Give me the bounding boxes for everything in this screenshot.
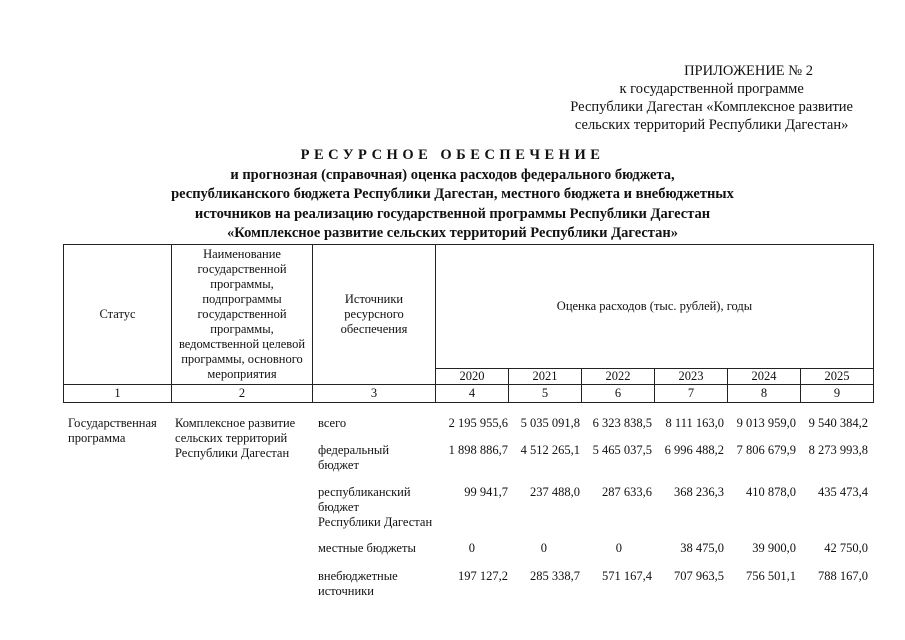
header-name-line: Наименование <box>203 247 281 261</box>
column-number: 3 <box>313 385 436 403</box>
source-line: бюджет <box>318 458 359 472</box>
value-cell: 9 540 384,2 <box>808 416 868 430</box>
value-cell: 9 013 959,0 <box>736 416 796 430</box>
value-cell: 788 167,0 <box>818 569 868 583</box>
column-number: 1 <box>64 385 172 403</box>
column-number: 6 <box>582 385 655 403</box>
source-line: местные бюджеты <box>318 541 416 555</box>
header-name-line: мероприятия <box>207 367 277 381</box>
program-line: Республики Дагестан <box>175 446 290 460</box>
source-line: всего <box>318 416 347 430</box>
source-line: республиканский <box>318 485 411 499</box>
appendix-line: сельских территорий Республики Дагестан» <box>574 117 849 133</box>
value-cell: 7 806 679,9 <box>736 443 796 457</box>
header-year: 2025 <box>801 369 874 385</box>
program-line: сельских территорий <box>175 431 288 445</box>
source-cell <box>318 443 389 473</box>
status-line: Государственная <box>68 416 157 430</box>
value-cell: 368 236,3 <box>674 485 724 499</box>
title-line: «Комплексное развитие сельских территорий Республики Дагестан» <box>227 225 678 241</box>
header-name-line: программы, основного <box>181 352 303 366</box>
value-cell: 435 473,4 <box>818 485 868 499</box>
header-name-line: программы, <box>210 322 274 336</box>
column-number: 2 <box>172 385 313 403</box>
value-cell: 1 898 886,7 <box>448 443 508 457</box>
appendix-line: к государственной программе <box>619 81 804 97</box>
value-cell: 38 475,0 <box>680 541 724 555</box>
title-line: и прогнозная (справочная) оценка расходов федерального бюджета, <box>230 166 675 183</box>
header-year: 2024 <box>728 369 801 385</box>
value-cell: 39 900,0 <box>752 541 796 555</box>
header-name-line: программы, <box>210 277 274 291</box>
value-cell: 197 127,2 <box>458 569 508 583</box>
value-cell: 6 996 488,2 <box>664 443 724 457</box>
value-cell: 8 273 993,8 <box>808 443 868 457</box>
column-number: 9 <box>801 385 874 403</box>
title-line: республиканского бюджета Республики Дагестан, местного бюджета и внебюджетных <box>171 186 734 202</box>
header-estimate: Оценка расходов (тыс. рублей), годы <box>436 245 874 369</box>
value-cell: 8 111 163,0 <box>665 416 724 430</box>
header-name-line: ведомственной целевой <box>178 337 306 351</box>
value-cell: 0 <box>540 541 547 555</box>
column-number: 7 <box>655 385 728 403</box>
column-number: 4 <box>436 385 509 403</box>
header-status: Статус <box>64 245 172 385</box>
value-cell: 4 512 265,1 <box>520 443 580 457</box>
header-year: 2022 <box>582 369 655 385</box>
value-cell: 285 338,7 <box>530 569 580 583</box>
header-source-line: Источники <box>344 292 404 306</box>
status-line: программа <box>68 431 126 445</box>
source-cell <box>318 416 346 431</box>
header-name-line: государственной <box>197 307 287 321</box>
value-cell: 0 <box>615 541 622 555</box>
value-cell: 571 167,4 <box>602 569 652 583</box>
source-cell <box>318 569 398 599</box>
value-cell: 99 941,7 <box>464 485 508 499</box>
value-cell: 756 501,1 <box>746 569 796 583</box>
source-cell <box>318 541 416 556</box>
title-line: источников на реализацию государственной программы Республики Дагестан <box>194 205 711 222</box>
appendix-line: Республики Дагестан «Комплексное развитие <box>570 99 853 115</box>
source-line: бюджет <box>318 500 359 514</box>
value-cell: 6 323 838,5 <box>592 416 652 430</box>
value-cell: 287 633,6 <box>602 485 652 499</box>
value-cell: 5 035 091,8 <box>520 416 580 430</box>
value-cell: 707 963,5 <box>674 569 724 583</box>
status-cell <box>68 416 157 446</box>
header-year: 2023 <box>655 369 728 385</box>
value-cell: 237 488,0 <box>530 485 580 499</box>
source-line: внебюджетные <box>318 569 398 583</box>
program-line: Комплексное развитие <box>175 416 296 430</box>
appendix-number: ПРИЛОЖЕНИЕ № 2 <box>684 63 813 79</box>
source-line: Республики Дагестан <box>318 515 433 529</box>
source-cell <box>318 485 432 530</box>
value-cell: 2 195 955,6 <box>448 416 508 430</box>
value-cell: 410 878,0 <box>746 485 796 499</box>
source-line: федеральный <box>318 443 390 457</box>
value-cell: 5 465 037,5 <box>592 443 652 457</box>
value-cell: 42 750,0 <box>824 541 868 555</box>
title-heading: РЕСУРСНОЕ ОБЕСПЕЧЕНИЕ <box>300 147 605 163</box>
column-number: 8 <box>728 385 801 403</box>
header-source-line: ресурсного <box>344 307 404 321</box>
column-number: 5 <box>509 385 582 403</box>
program-name-cell <box>175 416 295 461</box>
header-year: 2021 <box>509 369 582 385</box>
header-name-line: подпрограммы <box>202 292 282 306</box>
value-cell: 0 <box>468 541 475 555</box>
source-line: источники <box>318 584 374 598</box>
header-source-line: обеспечения <box>340 322 408 336</box>
header-name-line: государственной <box>197 262 287 276</box>
header-year: 2020 <box>436 369 509 385</box>
